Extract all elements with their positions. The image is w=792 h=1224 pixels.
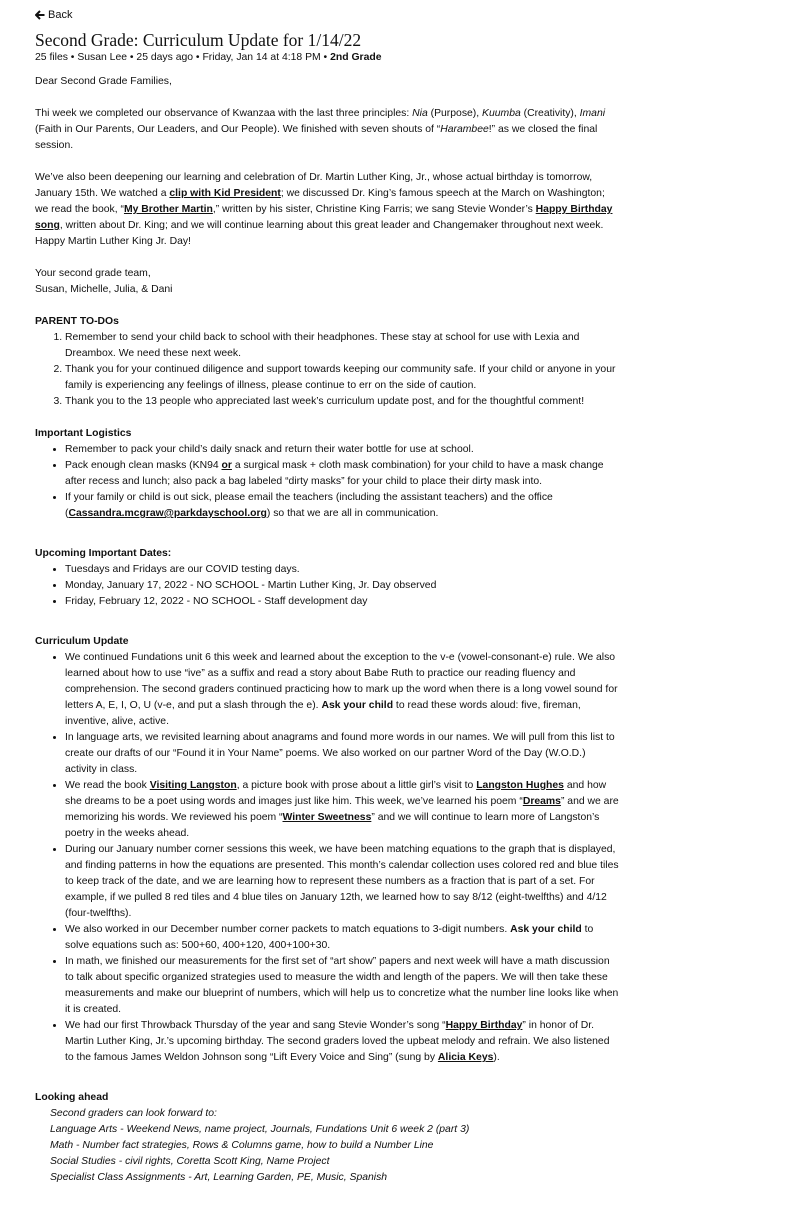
curriculum-list <box>35 650 620 1066</box>
text: Harambee <box>440 124 489 135</box>
todos-list <box>35 330 620 410</box>
list-item <box>65 922 620 954</box>
text: ; we discussed Dr. King’s famous speech at the March on Washington; we read the book, “ <box>35 188 605 215</box>
list-item: Social Studies - civil rights, Coretta Scott King, Name Project <box>50 1156 330 1167</box>
list-item: Math - Number fact strategies, Rows & Columns game, how to build a Number Line <box>50 1140 434 1151</box>
text: !” as we closed the final session. <box>35 124 598 151</box>
text: Thi week we completed our observance of Kwanzaa with the last three principles: <box>35 108 413 119</box>
text: to solve equations such as: 500+60, 400+120, 400+100+30. <box>65 924 594 951</box>
intro-paragraph-2 <box>35 170 620 250</box>
list-item: Second graders can look forward to: <box>50 1108 217 1119</box>
list-item: Language Arts - Weekend News, name project, Journals, Fundations Unit 6 week 2 (part 3) <box>50 1124 470 1135</box>
list-item: • In language arts, we revisited learning about anagrams and found more words in our names. We will pull from this list to create our drafts of our “Found it in Your Name” poems. We also worked on our partner Word of the Day (W.O.D.) activity in class. <box>65 730 620 778</box>
signoff-line: Your second grade team, <box>35 268 151 279</box>
langston-hughes-link[interactable]: Langston Hughes <box>476 780 564 791</box>
happy-birthday-song-link[interactable]: Happy Birthday song <box>35 204 613 231</box>
list-item: • Remember to pack your child’s daily snack and return their water bottle for use at school. <box>65 442 620 458</box>
looking-ahead-list <box>35 1106 620 1186</box>
text: (Purpose), <box>427 108 483 119</box>
text: Nia <box>412 108 428 119</box>
text: ,” written by his sister, Christine King Farris; we sang Stevie Wonder’s <box>212 204 536 215</box>
post-meta-info: 25 files • Susan Lee • 25 days ago • Friday, Jan 14 at 4:18 PM • <box>35 52 331 63</box>
logistics-list <box>35 442 620 522</box>
dates-list <box>35 562 620 610</box>
text: (Creativity), <box>520 108 580 119</box>
winter-sweetness-link[interactable]: Winter Sweetness <box>282 812 372 823</box>
emphasis-or: or <box>221 460 232 471</box>
text: (Faith in Our Parents, Our Leaders, and Our People). We finished with seven shouts of “ <box>35 124 441 135</box>
dreams-link[interactable]: Dreams <box>522 796 561 807</box>
dates-heading: Upcoming Important Dates: <box>35 548 172 559</box>
intro-paragraph-1 <box>35 106 620 154</box>
kid-president-link[interactable]: clip with Kid President <box>169 188 281 199</box>
list-item <box>65 650 620 730</box>
list-item: • In math, we finished our measurements for the first set of “art show” papers and next week will have a math discussion to talk about specific organized strategies used to measure the width and length of the papers. We will then take these measurements and make our blueprint of numbers, which will help us to concretize what the number line looks like when it is created. <box>65 954 620 1018</box>
text: Imani <box>579 108 606 119</box>
text: If your family or child is out sick, please email the teachers (including the assistant teachers) and the office ( <box>65 492 553 519</box>
list-item: 2. Thank you for your continued diligence and support towards keeping our community safe. If your child or anyone in your family is experiencing any feelings of illness, please continue to err on the side of caution. <box>65 362 620 394</box>
text: ” in honor of Dr. Martin Luther King, Jr.’s upcoming birthday. The second graders loved the upbeat melody and refrain. We also listened to the famous James Weldon Johnson song “Lift Every Voice and Sing” (sung by <box>65 1020 610 1063</box>
list-item: • During our January number corner sessions this week, we have been matching equations to the graph that is displayed, and finding patterns in how the equations are presented. This month’s calendar collection uses colored red and blue tiles to keep track of the date, and we are learning how to represent these numbers as a fraction that is part of a set. For example, if we pulled 8 red tiles and 4 blue tiles on January 12th, we learned how to say 8/12 (eight-twelfths) and 4/12 (four-twelfths). <box>65 842 620 922</box>
signoff-names: Susan, Michelle, Julia, & Dani <box>35 284 173 295</box>
visiting-langston-link[interactable]: Visiting Langston <box>149 780 237 791</box>
text: We continued Fundations unit 6 this week and learned about the exception to the v-e (vowel-consonant-e) rule. We also learned about how to use “ive” as a suffix and read a story about Babe Ruth to practice our reading fluency and comprehension. The second graders continued practicing how to mark up the word when there is a long vowel sound for letters A, E, I, O, U (v-e, and put a slash through the e). <box>65 652 618 711</box>
list-item <box>65 1018 620 1066</box>
happy-birthday-link[interactable]: Happy Birthday <box>445 1020 523 1031</box>
list-item: Specialist Class Assignments - Art, Learning Garden, PE, Music, Spanish <box>50 1172 388 1183</box>
alicia-keys-link[interactable]: Alicia Keys <box>437 1052 494 1063</box>
text: We had our first Throwback Thursday of the year and sang Stevie Wonder’s song “ <box>65 1020 446 1031</box>
looking-ahead-heading: Looking ahead <box>35 1092 109 1103</box>
text: ). <box>493 1052 500 1063</box>
list-item: • Tuesdays and Fridays are our COVID testing days. <box>65 562 620 578</box>
text: ) so that we are all in communication. <box>266 508 439 519</box>
page-title: Second Grade: Curriculum Update for 1/14/22 <box>35 30 362 50</box>
greeting: Dear Second Grade Families, <box>35 76 172 87</box>
post-meta <box>35 52 381 63</box>
post-body <box>35 74 620 1186</box>
arrow-left-icon <box>35 10 45 20</box>
text: We also worked in our December number corner packets to match equations to 3-digit numbers. <box>65 924 511 935</box>
todos-heading: PARENT TO-DOs <box>35 316 119 327</box>
signoff <box>35 266 620 298</box>
text: ” and we will continue to learn more of Langston’s poetry in the weeks ahead. <box>65 812 600 839</box>
list-item: • Friday, February 12, 2022 - NO SCHOOL - Staff development day <box>65 594 620 610</box>
list-item <box>65 778 620 842</box>
list-item: 1. Remember to send your child back to school with their headphones. These stay at school for use with Lexia and Dreambox. We need these next week. <box>65 330 620 362</box>
text: , a picture book with prose about a little girl’s visit to <box>236 780 477 791</box>
back-button[interactable] <box>35 9 72 21</box>
text: to read these words aloud: five, fireman, inventive, alive, active. <box>65 700 581 727</box>
text: , written about Dr. King; and we will continue learning about this great leader and Changemaker throughout next week. Happy Martin Luther King Jr. Day! <box>35 220 604 247</box>
text: and how she dreams to be a poet using words and images just like him. This week, we’ve learned his poem “ <box>65 780 607 807</box>
text: We’ve also been deepening our learning and celebration of Dr. Martin Luther King, Jr., whose actual birthday is tomorrow, January 15th. We watched a <box>35 172 593 199</box>
text: Ask your child <box>510 924 582 935</box>
list-item: 3. Thank you to the 13 people who appreciated last week’s curriculum update post, and for the thoughtful comment! <box>65 394 620 410</box>
back-label: Back <box>48 9 73 21</box>
list-item <box>65 490 620 522</box>
text: Pack enough clean masks (KN94 <box>65 460 222 471</box>
my-brother-martin-link[interactable]: My Brother Martin <box>123 204 213 215</box>
office-email-link[interactable]: Cassandra.mcgraw@parkdayschool.org <box>68 508 267 519</box>
curriculum-heading: Curriculum Update <box>35 636 129 647</box>
text: Kuumba <box>482 108 521 119</box>
text: We read the book <box>65 780 150 791</box>
text: ” and we are memorizing his words. We reviewed his poem “ <box>65 796 619 823</box>
post-group: 2nd Grade <box>330 52 382 63</box>
list-item: • Monday, January 17, 2022 - NO SCHOOL - Martin Luther King, Jr. Day observed <box>65 578 620 594</box>
logistics-heading: Important Logistics <box>35 428 132 439</box>
text: a surgical mask + cloth mask combination) for your child to have a mask change after recess and lunch; also pack a bag labeled “dirty masks” for your child to place their dirty mask into. <box>65 460 604 487</box>
text: Ask your child <box>321 700 394 711</box>
list-item <box>65 458 620 490</box>
